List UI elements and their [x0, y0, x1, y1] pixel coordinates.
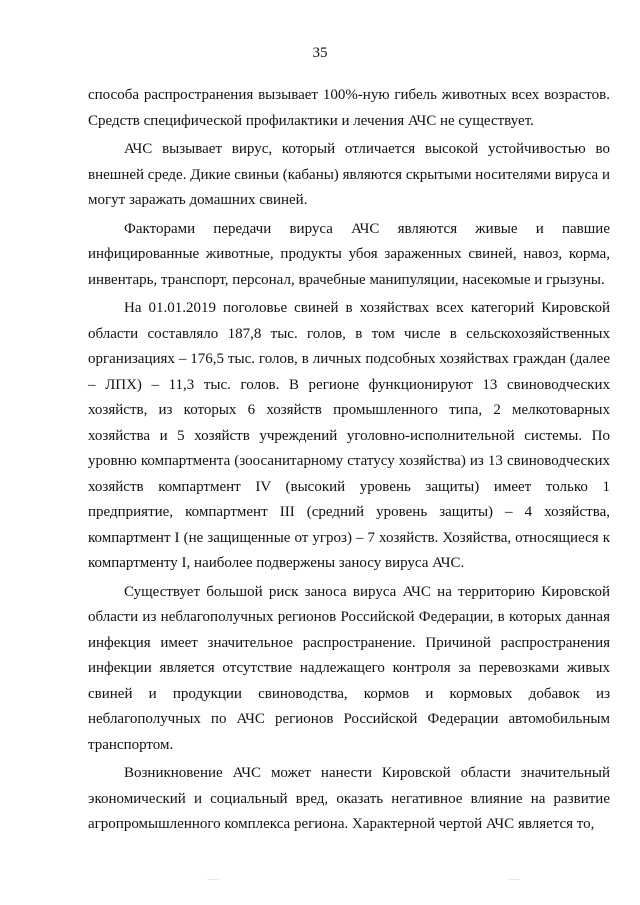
- page-number: 35: [312, 45, 328, 61]
- footer-scan-mark-right: ———: [508, 876, 520, 881]
- paragraph-economic-damage: Возникновение АЧС может нанести Кировской области значительный экономический и социальный вред, оказать негативное влияние на развитие агропромышленного комплекса региона. Характерной чертой АЧС является то,: [88, 765, 610, 832]
- document-body: [88, 83, 610, 838]
- paragraph-virus-resistance: АЧС вызывает вирус, который отличается высокой устойчивостью во внешней среде. Дикие свиньи (кабаны) являются скрытыми носителями вируса и могут заражать домашних свиней.: [88, 141, 610, 208]
- paragraph-import-risk: Существует большой риск заноса вируса АЧС на территорию Кировской области из неблагополучных регионов Российской Федерации, в которых данная инфекция имеет значительное распространение. Причиной распространения инфекции является отсутствие надлежащего контроля за перевозками живых свиней и продукции свиноводства, кормов и кормовых добавок из неблагополучных по АЧС регионов Российской Федерации автомобильным транспортом.: [88, 583, 610, 753]
- footer-scan-mark-left: ———: [207, 876, 219, 881]
- paragraph-asf-mortality: способа распространения вызывает 100%-ную гибель животных всех возрастов. Средств специфической профилактики и лечения АЧС не существует.: [88, 87, 610, 129]
- paragraph-transmission-factors: Факторами передачи вируса АЧС являются живые и павшие инфицированные животные, продукты убоя зараженных свиней, навоз, корма, инвентарь, транспорт, персонал, врачебные манипуляции, насекомые и грызуны.: [88, 220, 610, 288]
- paragraph-pig-population: На 01.01.2019 поголовье свиней в хозяйствах всех категорий Кировской области составляло 187,8 тыс. голов, в том числе в сельскохозяйственных организациях – 176,5 тыс. голов, в личных подсобных хозяйствах граждан (далее – ЛПХ) – 11,3 тыс. голов. В регионе функционируют 13 свиноводческих хозяйств, из которых 6 хозяйств промышленного типа, 2 мелкотоварных хозяйства и 5 хозяйств учреждений уголовно-исполнительной системы. По уровню компартмента (зоосанитарному статусу хозяйства) из 13 свиноводческих хозяйств компартмент IV (высокий уровень защиты) имеет только 1 предприятие, компартмент III (средний уровень защиты) – 4 хозяйства, компартмент I (не защищенные от угроз) – 7 хозяйств. Хозяйства, относящиеся к компартменту I, наиболее подвержены заносу вируса АЧС.: [88, 300, 610, 571]
